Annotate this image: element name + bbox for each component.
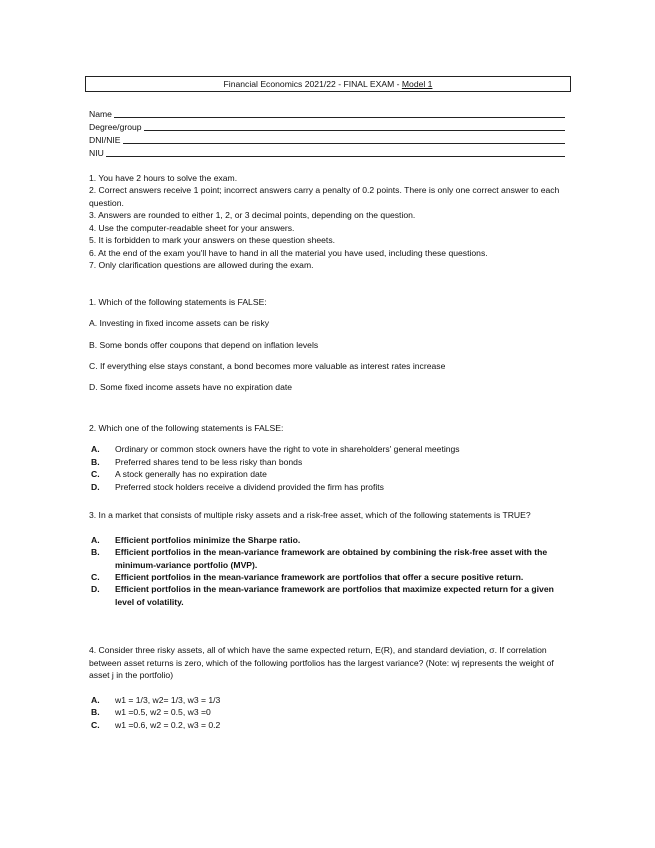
option-text: Efficient portfolios minimize the Sharpe ratio. <box>115 534 301 545</box>
question-4-text: 4. Consider three risky assets, all of which have the same expected return, E(R), and standard deviation, σ. If correlation between asset returns is zero, which of the following portfolios has the largest variance? (Note: wj represents the weight of asset j in the portfolio) <box>89 645 554 681</box>
option-letter: D. <box>91 481 100 492</box>
question-1 <box>89 296 565 394</box>
exam-page <box>89 76 565 731</box>
question-2-options <box>89 443 565 493</box>
question-2-option-a <box>89 443 565 455</box>
instructions <box>89 172 565 272</box>
instruction-item: 6. At the end of the exam you'll have to hand in all the material you have used, including these questions. <box>89 247 488 258</box>
option-letter: A. <box>91 534 100 545</box>
dni-nie-field-line <box>123 143 565 144</box>
degree-group-field-label: Degree/group <box>89 121 142 132</box>
question-2-text: 2. Which one of the following statements is FALSE: <box>89 422 284 433</box>
question-2-option-b <box>89 456 565 468</box>
niu-field-label: NIU <box>89 147 104 158</box>
instruction-item: 2. Correct answers receive 1 point; incorrect answers carry a penalty of 0.2 points. There is only one correct answer to each question. <box>89 185 560 208</box>
question-3 <box>89 509 565 608</box>
question-4-option-b <box>89 706 565 718</box>
student-fields <box>89 107 565 159</box>
option-text: w1 =0.5, w2 = 0.5, w3 =0 <box>115 707 211 718</box>
option-letter: A. <box>91 444 100 455</box>
dni-nie-field <box>89 133 565 146</box>
question-2-option-c <box>89 468 565 480</box>
question-1-option-b: B. Some bonds offer coupons that depend on inflation levels <box>89 339 319 350</box>
instruction-item: 4. Use the computer-readable sheet for your answers. <box>89 222 295 233</box>
option-text: Efficient portfolios in the mean-variance framework are portfolios that maximize expected return for a given level of volatility. <box>115 584 554 607</box>
name-field-line <box>114 117 565 118</box>
question-4-options <box>89 694 565 731</box>
question-3-option-a <box>89 534 565 546</box>
name-field-label: Name <box>89 108 112 119</box>
niu-field <box>89 146 565 159</box>
option-text: Efficient portfolios in the mean-variance framework are obtained by combining the risk-free asset with the minimum-variance portfolio (MVP). <box>115 547 548 570</box>
option-letter: C. <box>91 571 100 582</box>
option-letter: D. <box>91 584 100 595</box>
option-text: Efficient portfolios in the mean-variance framework are portfolios that offer a secure positive return. <box>115 571 524 582</box>
dni-nie-field-label: DNI/NIE <box>89 134 121 145</box>
option-text: Preferred stock holders receive a dividend provided the firm has profits <box>115 481 384 492</box>
option-letter: B. <box>91 707 100 718</box>
question-3-option-c <box>89 571 565 583</box>
degree-group-field-line <box>144 130 565 131</box>
question-4 <box>89 644 565 731</box>
exam-title-box <box>85 76 571 92</box>
instruction-item: 5. It is forbidden to mark your answers on these question sheets. <box>89 235 336 246</box>
option-letter: C. <box>91 719 100 730</box>
question-3-options <box>89 534 565 609</box>
instruction-item: 1. You have 2 hours to solve the exam. <box>89 173 238 183</box>
option-text: w1 = 1/3, w2= 1/3, w3 = 1/3 <box>115 694 221 705</box>
exam-title: Financial Economics 2021/22 - FINAL EXAM - <box>223 79 400 89</box>
exam-model: Model 1 <box>401 79 433 89</box>
question-1-option-a: A. Investing in fixed income assets can be risky <box>89 318 270 329</box>
option-letter: A. <box>91 694 100 705</box>
niu-field-line <box>106 156 565 157</box>
option-text: Ordinary or common stock owners have the right to vote in shareholders' general meetings <box>115 444 460 455</box>
option-text: Preferred shares tend to be less risky than bonds <box>115 456 303 467</box>
question-4-option-a <box>89 694 565 706</box>
option-text: A stock generally has no expiration date <box>115 469 267 480</box>
option-letter: C. <box>91 469 100 480</box>
question-1-option-c: C. If everything else stays constant, a bond becomes more valuable as interest rates increase <box>89 360 446 371</box>
question-1-option-d: D. Some fixed income assets have no expiration date <box>89 382 293 393</box>
option-text: w1 =0.6, w2 = 0.2, w3 = 0.2 <box>115 719 221 730</box>
option-letter: B. <box>91 547 100 558</box>
question-3-option-d <box>89 583 565 608</box>
option-letter: B. <box>91 456 100 467</box>
question-3-option-b <box>89 546 565 571</box>
instruction-item: 3. Answers are rounded to either 1, 2, or 3 decimal points, depending on the question. <box>89 210 416 221</box>
instruction-item: 7. Only clarification questions are allowed during the exam. <box>89 260 314 271</box>
degree-group-field <box>89 120 565 133</box>
question-2-option-d <box>89 481 565 493</box>
name-field <box>89 107 565 120</box>
question-1-text: 1. Which of the following statements is FALSE: <box>89 296 267 307</box>
question-2 <box>89 422 565 493</box>
question-3-text: 3. In a market that consists of multiple risky assets and a risk-free asset, which of the following statements is TRUE? <box>89 510 531 521</box>
question-4-option-c <box>89 719 565 731</box>
